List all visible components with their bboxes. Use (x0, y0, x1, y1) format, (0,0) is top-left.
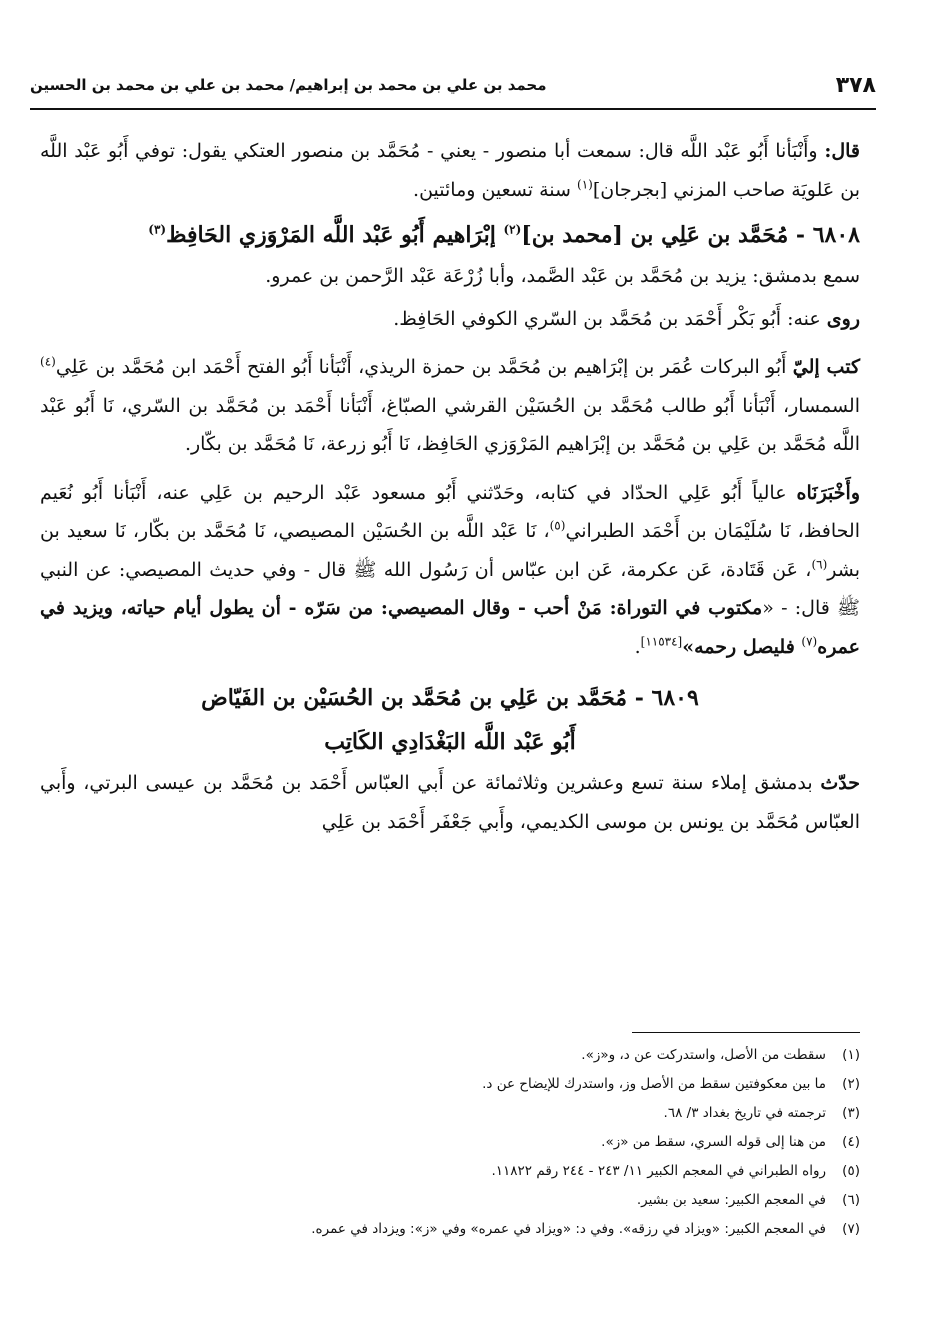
footnote-text: في المعجم الكبير: «ويزاد في رزقه». وفي د: «ويزاد في عمره» وفي «ز»: ويزداد في عمره. (311, 1221, 826, 1237)
footnote-number: (٣) (842, 1105, 860, 1121)
footnote-1 (60, 1041, 860, 1070)
page-number: ٣٧٨ (835, 72, 876, 98)
paragraph-lead: قال: (824, 140, 861, 162)
main-text (40, 132, 860, 841)
footnote-text: رواه الطبراني في المعجم الكبير ١١/ ٢٤٣ - ٢٤٤ رقم ١١٨٢٢. (491, 1163, 826, 1179)
footnote-2 (60, 1070, 860, 1099)
paragraph-text: السمسار، أَنْبَأنا أَبُو طالب مُحَمَّد بن الحُسَيْن القرشي الصبّاغ، أَنْبَأنا أَحْمَد بن مُحَمَّد بن السّري، نَا أَبُو عَبْد اللَّه مُحَمَّد بن عَلِي بن مُحَمَّد بن إبْرَاهيم المَرْوَزي الحَافِظ، نَا أَبُو زرعة، نَا مُحَمَّد بن بكّار. (40, 394, 860, 455)
entry-heading-6808 (40, 213, 860, 257)
paragraph-haddatha (40, 764, 860, 841)
footnote-ref[interactable]: (١) (577, 177, 593, 192)
footnotes (60, 1032, 860, 1244)
footnote-ref[interactable]: (٧) (801, 634, 818, 649)
running-title: محمد بن علي بن محمد بن إبراهيم/ محمد بن علي بن محمد بن الحسين (30, 76, 547, 94)
footnote-6 (60, 1186, 860, 1215)
footnote-number: (٤) (842, 1134, 860, 1150)
paragraph-text: يقول: توفي أَبُو عَبْد اللَّه بن عَلويَة صاحب المزني [بجرجان] (40, 140, 860, 201)
paragraph-text: أَبُو البركات عُمَر بن إبْرَاهيم بن مُحَمَّد بن حمزة الريذي، أَنْبَأنا أَبُو الفتح أَحْمَد ابن مُحَمَّد بن عَلِي (55, 356, 793, 378)
paragraph-text: ، نَا عَبْد اللَّه بن الحُسَيْن المصيصي، نَا مُحَمَّد بن بكّار، نَا سعيد بن بشر (40, 520, 860, 581)
footnote-text: من هنا إلى قوله السري، سقط من «ز». (601, 1134, 826, 1150)
footnote-number: (١) (842, 1047, 860, 1063)
entry-heading-6809-line1: ٦٨٠٩ - مُحَمَّد بن عَلِي بن مُحَمَّد بن الحُسَيْن بن الفَيّاض (201, 685, 699, 711)
footnote-text: ما بين معكوفتين سقط من الأصل وز، واستدرك للإيضاح عن د. (482, 1076, 826, 1092)
paragraph-lead: روى (826, 307, 860, 330)
paragraph-heard (40, 257, 860, 296)
paragraph-lead: حدّث (820, 772, 860, 794)
paragraph-lead: كتب إليّ (792, 356, 860, 378)
footnote-text: ترجمته في تاريخ بغداد ٣/ ٦٨. (663, 1105, 826, 1121)
footnote-7 (60, 1215, 860, 1244)
paragraph-text: عنه: أَبُو بَكْر أَحْمَد بن مُحَمَّد بن السّري الكوفي الحَافِظ. (393, 307, 827, 330)
footnote-ref[interactable]: (٢) (503, 222, 522, 237)
paragraph-text: سمع بدمشق: يزيد بن مُحَمَّد بن عَبْد الصَّمد، وأبا زُرْعَة عَبْد الرَّحمن بن عمرو. (265, 265, 860, 287)
paragraph-text: . (634, 635, 641, 658)
quote-close: » (682, 635, 695, 658)
paragraph-text: وأَنْبَأنا أَبُو عَبْد اللَّه قال: سمعت أبا منصور - يعني - مُحَمَّد بن منصور العتكي (233, 140, 818, 162)
hadith-text: مكتوب في التوراة: مَنْ أحب - وقال المصيصي: من سَرّه - أن يطول أيام حياته، ويزيد في عمره (40, 597, 860, 658)
footnote-4 (60, 1128, 860, 1157)
hadith-text: فليصل رحمه (694, 635, 802, 658)
footnote-number: (٦) (842, 1192, 860, 1208)
footnote-number: (٧) (842, 1221, 860, 1237)
running-header (30, 62, 876, 110)
entry-heading-6809-line2: أَبُو عَبْد اللَّه البَغْدَادِي الكَاتِب (324, 729, 576, 755)
paragraph-qala (40, 132, 860, 209)
paragraph-kataba (40, 348, 860, 464)
footnote-number: (٥) (842, 1163, 860, 1179)
footnote-rule (632, 1032, 860, 1033)
hadith-reference: [١١٥٣٤] (640, 634, 683, 649)
footnote-3 (60, 1099, 860, 1128)
footnote-text: في المعجم الكبير: سعيد بن بشير. (636, 1192, 826, 1208)
entry-heading-text: إبْرَاهيم أَبُو عَبْد اللَّه المَرْوَزي الحَافِظ (166, 222, 504, 248)
footnote-ref[interactable]: (٦) (811, 557, 828, 572)
paragraph-text: عالياً أَبُو عَلِي الحدّاد في كتابه، وحَدّثني أَبُو مسعود عَبْد الرحيم بن عَلِي عنه، أَنْبَأنا أَبُو نُعَيم الحافظ، نَا سُلَيْمَان بن أَحْمَد الطبراني (40, 481, 860, 542)
footnote-text: سقطت من الأصل، واستدركت عن د، و«ز». (581, 1047, 826, 1063)
paragraph-text: سنة تسعين ومائتين. (413, 178, 577, 201)
paragraph-text: ، عَن قَتَادة، عَن عكرمة، عَن ابن عبّاس أن رَسُول الله ﷺ قال - وفي حديث المصيصي: عن النبي ﷺ قال: - « (40, 558, 860, 619)
footnote-ref[interactable]: (٥) (549, 518, 566, 533)
footnote-5 (60, 1157, 860, 1186)
paragraph-text: بدمشق إملاء سنة تسع وعشرين وثلاثمائة عن أَبي العبّاس أَحْمَد بن مُحَمَّد بن عيسى البرتي، وأَبي العبّاس مُحَمَّد بن يونس بن موسى الكديمي، وأَبي جَعْفَر أَحْمَد بن عَلِي (40, 772, 860, 833)
footnote-ref[interactable]: (٣) (148, 222, 167, 237)
paragraph-narrated (40, 300, 860, 339)
entry-heading-text: ٦٨٠٨ - مُحَمَّد بن عَلِي بن [محمد بن] (521, 222, 860, 248)
paragraph-lead: وأَخْبَرَنَاه (796, 481, 860, 504)
paragraph-akhbarnah (40, 474, 860, 667)
footnote-ref[interactable]: (٤) (40, 354, 56, 369)
footnote-number: (٢) (842, 1076, 860, 1092)
